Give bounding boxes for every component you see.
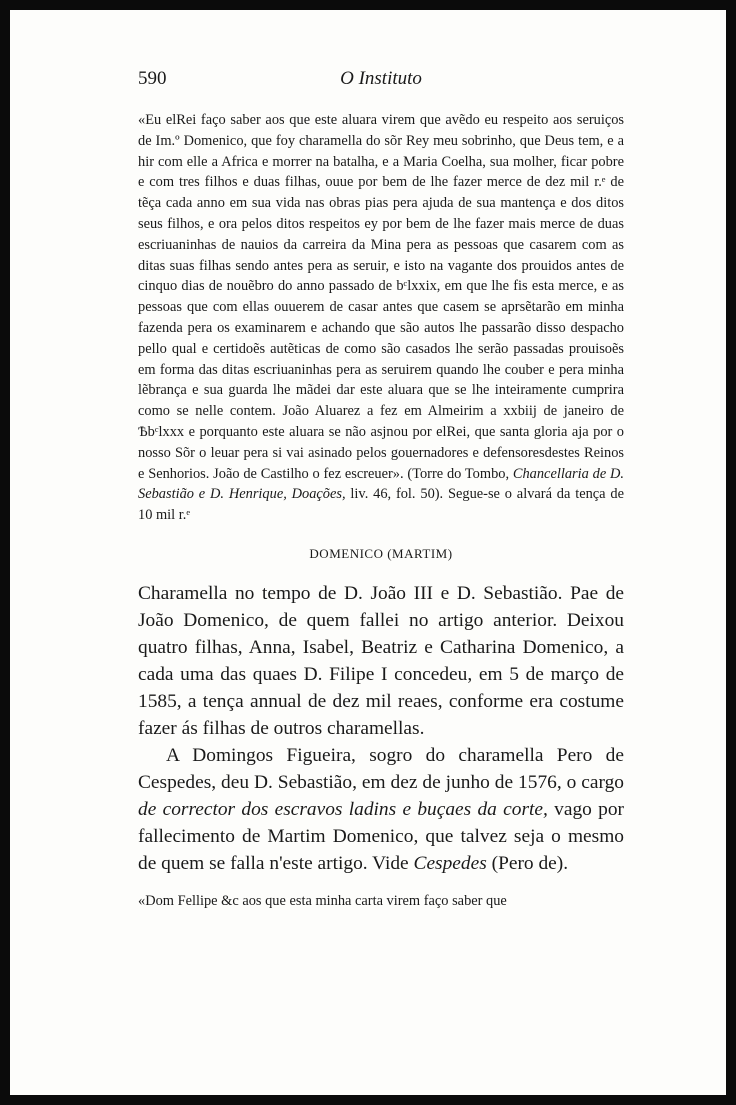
quote-paragraph: [138, 110, 624, 526]
body-paragraph-1: Charamella no tempo de D. João III e D. Sebastião. Pae de João Domenico, de quem fallei no artigo anterior. Deixou quatro filhas, Anna, Isabel, Beatriz e Catharina Domenico, a cada uma das quaes D. Filipe I concedeu, em 5 de março de 1585, a tença annual de dez mil reaes, conforme era costume fazer ás filhas de outros charamellas.: [138, 582, 624, 739]
body-text: vago por fallecimento de Martim Domenico, que talvez seja o mesmo de quem se falla n'este artigo. Vide: [138, 798, 624, 874]
document-quote: [138, 110, 624, 526]
body-italic-cross-ref: Cespedes: [413, 852, 487, 874]
document-page: [138, 62, 624, 912]
body-text: A Domingos Figueira, sogro do charamella Pero de Cespedes, deu D. Sebastião, em dez de junho de 1576, o cargo: [138, 744, 624, 793]
section-heading: DOMENICO (MARTIM): [309, 545, 453, 561]
body-text: (Pero de).: [486, 852, 569, 874]
body-italic: de corrector dos escravos ladins e buçaes da corte,: [138, 798, 548, 820]
quote-source-italic: Chancellaria de D. Sebastião e D. Henrique, Doações,: [138, 465, 625, 503]
running-head: [138, 62, 624, 88]
page-number: 590: [138, 68, 167, 89]
quote-text-end: liv. 46, fol. 50). Segue-se o alvará da tença de 10 mil r.ᵉ: [138, 486, 624, 524]
section-body: [138, 580, 624, 877]
closing-quote: [138, 891, 624, 912]
closing-quote-text: «Dom Fellipe &c aos que esta minha carta virem faço saber que: [138, 892, 507, 909]
body-paragraph-2: [138, 742, 624, 877]
quote-text: «Eu elRei faço saber aos que este aluara virem que avẽdo eu respeito aos seruiços de Im.º Domenico, que foy charamella do sõr Rey meu sobrinho, que Deus tem, e a hir com elle a Africa e morrer na batalha, e a Maria Coelha, sua molher, ficar pobre e com tres filhos e duas filhas, ouue por bem de lhe fazer merce de dez mil r.ᵉ de tẽça cada anno em sua vida nas obras pias pera ajuda de sua mantença e dos ditos seus filhos, e ora pelos ditos respeitos ey por bem de lhe fazer mais merce de duas escriuaninhas de nauios da carreira da Mina pera as pessoas que casarem com as ditas suas filhas sendo antes pera as seruir, e isto na vagante dos prouidos antes de cinquo dias de nouẽbro do anno passado de bᶜlxxix, em que lhe fis esta merce, e as pessoas que com ellas ouuerem de casar antes que casem se aprsẽtarão em minha fazenda pera os examinarem e achando que são autos lhe passarão disso despacho pello qual e certidoẽs autẽticas de como são casados lhe serão passadas prouisoẽs em forma das ditas escriuaninhas pera as seruirem quando lhe couber e pera minha lẽbrança e sua guarda lhe mãdei dar este aluara que se lhe inteiramente cumprira como se nelle contem. João Aluarez a fez em Almeirim a xxbiij de janeiro de Ѣbᶜlxxx e porquanto este aluara se não asjnou por elRei, que santa gloria aja por o nosso Sõr o leuar pera si vai asinado pelos gouernadores e defensoresdestes Reinos e Senhorios. João de Castilho o fez escreuer». (Torre do Tombo,: [138, 112, 624, 482]
journal-title: O Instituto: [340, 68, 422, 89]
